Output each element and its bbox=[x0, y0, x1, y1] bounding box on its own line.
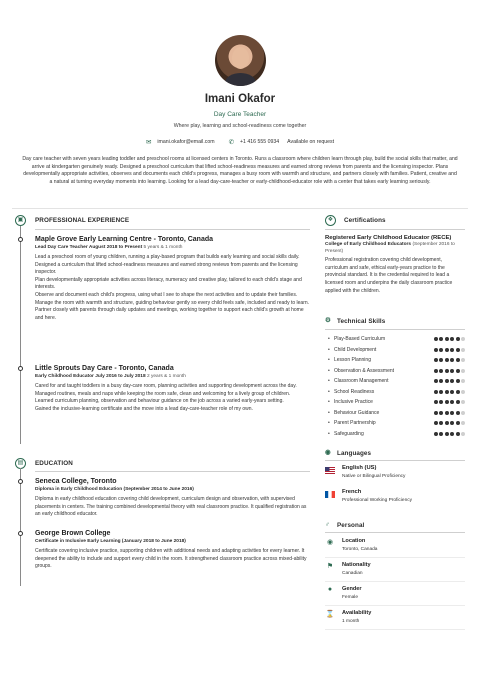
rating-dot bbox=[434, 390, 438, 394]
book-icon: ▤ bbox=[15, 458, 26, 469]
header-divider bbox=[12, 208, 468, 209]
rating-dot bbox=[456, 400, 460, 404]
timeline-dot bbox=[18, 479, 23, 484]
skill-rating bbox=[434, 432, 466, 436]
skill-rating bbox=[434, 421, 466, 425]
personal-label: Gender bbox=[342, 586, 362, 592]
rating-dot bbox=[434, 432, 438, 436]
rating-dot bbox=[461, 358, 465, 362]
personal-heading: Personal bbox=[337, 522, 365, 529]
language-name: English (US) bbox=[342, 465, 377, 471]
personal-label: Location bbox=[342, 538, 366, 544]
rating-dot bbox=[456, 358, 460, 362]
flag-icon: ⚑ bbox=[326, 563, 334, 570]
rating-dot bbox=[445, 432, 449, 436]
rating-dot bbox=[450, 400, 454, 404]
certifications-underline bbox=[325, 229, 465, 230]
us-flag-icon bbox=[325, 467, 335, 474]
job-entry bbox=[35, 364, 310, 413]
job-bullet: Learned curriculum planning, observation and behaviour guidance on the job across a varied early-years setting. bbox=[35, 398, 284, 405]
skill-row bbox=[325, 368, 465, 376]
rating-dot bbox=[461, 369, 465, 373]
cert-org: College of Early Childhood Educators (September 2016 to Present) bbox=[325, 242, 455, 254]
person-icon: ● bbox=[327, 586, 333, 593]
school-name: Seneca College, Toronto bbox=[35, 478, 117, 485]
degree: Certificate in Inclusive Early Learning (January 2018 to June 2018) bbox=[35, 539, 186, 544]
photo-shirt bbox=[225, 73, 256, 86]
rating-dot bbox=[456, 337, 460, 341]
bullet-icon: • bbox=[328, 420, 330, 426]
experience-heading: PROFESSIONAL EXPERIENCE bbox=[35, 217, 130, 224]
job-bullet: Managed routines, meals and naps while keeping the room safe, clean and welcoming for a lively group of children. bbox=[35, 390, 291, 397]
rating-dot bbox=[445, 390, 449, 394]
skill-rating bbox=[434, 358, 466, 362]
bullet-icon: • bbox=[328, 336, 330, 342]
bullet-icon: • bbox=[328, 367, 330, 374]
rating-dot bbox=[439, 358, 443, 362]
personal-label: Nationality bbox=[342, 562, 371, 568]
job-bullet: Cared for and taught toddlers in a busy day-care room, planning activities and supporting development across the day. bbox=[35, 383, 297, 389]
rating-dot bbox=[456, 421, 460, 425]
skill-name: Inclusive Practice bbox=[334, 399, 373, 405]
languages-heading: Languages bbox=[337, 450, 372, 457]
job-duration: 5 years & 1 month bbox=[143, 245, 183, 250]
rating-dot bbox=[450, 421, 454, 425]
language-entry bbox=[325, 489, 465, 507]
personal-value: Toronto, Canada bbox=[342, 547, 378, 552]
rating-dot bbox=[445, 421, 449, 425]
profile-photo bbox=[215, 35, 266, 86]
school-name: George Brown College bbox=[35, 530, 111, 537]
skill-rating bbox=[434, 337, 466, 341]
experience-timeline bbox=[20, 226, 21, 444]
rating-dot bbox=[461, 390, 465, 394]
candidate-name: Imani Okafor bbox=[204, 93, 276, 105]
education-heading: EDUCATION bbox=[35, 460, 73, 467]
gender-icon: ♂ bbox=[325, 521, 330, 528]
language-level: Professional Working Proficiency bbox=[342, 498, 413, 503]
gear-icon: ⚙ bbox=[325, 317, 331, 324]
skill-row bbox=[325, 389, 465, 397]
rating-dot bbox=[450, 358, 454, 362]
personal-separator bbox=[325, 629, 465, 630]
rating-dot bbox=[434, 348, 438, 352]
globe-icon: ◉ bbox=[325, 449, 331, 456]
rating-dot bbox=[439, 400, 443, 404]
rating-dot bbox=[434, 358, 438, 362]
job-bullet: Manage the room with warmth and structure, guiding behaviour gently so every child feels safe, included and ready to learn. bbox=[35, 299, 310, 306]
rating-dot bbox=[434, 337, 438, 341]
skill-name: Safeguarding bbox=[334, 430, 364, 437]
personal-separator bbox=[325, 557, 465, 558]
rating-dot bbox=[456, 432, 460, 436]
rating-dot bbox=[439, 337, 443, 341]
personal-value: 1 month bbox=[342, 619, 360, 624]
skills-heading: Technical Skills bbox=[337, 318, 386, 325]
job-bullet: Lead a preschool room of young children, running a play-based program that builds early learning and social skills daily. bbox=[35, 254, 300, 260]
rating-dot bbox=[450, 348, 454, 352]
rating-dot bbox=[434, 400, 438, 404]
timeline-dot bbox=[18, 366, 23, 371]
skill-rating bbox=[434, 369, 466, 373]
rating-dot bbox=[439, 379, 443, 383]
skill-name: Classroom Management bbox=[334, 378, 389, 384]
skill-rating bbox=[434, 411, 466, 415]
job-duration: 2 years & 1 month bbox=[146, 374, 186, 379]
education-desc: Diploma in early childhood education covering child development, curriculum design and observation, with supervised placements in centers. The training combined developmental theory with real classroom practice. It qualified registration as an early childhood educator. bbox=[35, 496, 307, 518]
personal-value: Canadian bbox=[342, 571, 363, 576]
email-icon: ✉ bbox=[145, 139, 152, 146]
education-desc: Certificate covering inclusive practice, supporting children with additional needs and adapting activities for every learner. It deepened the ability to include and support every child in the room. It strengthened classroom practice across mixed-ability groups. bbox=[35, 548, 307, 570]
rating-dot bbox=[456, 411, 460, 415]
award-icon: ❖ bbox=[325, 215, 336, 226]
job-bullet: Plan developmentally appropriate activities across literacy, numeracy and creative play, tailored to each child's stage and interests. bbox=[35, 276, 302, 291]
personal-value: Female bbox=[342, 595, 358, 600]
skill-rating bbox=[434, 390, 466, 394]
tagline: Where play, learning and school-readiness come together bbox=[173, 123, 307, 129]
skill-rating bbox=[434, 348, 466, 352]
rating-dot bbox=[461, 400, 465, 404]
photo-face bbox=[232, 47, 249, 69]
certifications-heading: Certifications bbox=[344, 217, 386, 224]
rating-dot bbox=[445, 348, 449, 352]
bullet-icon: • bbox=[328, 399, 330, 405]
job-bullet: Designed a curriculum that lifted school-readiness measures and earned strong reviews from parents and the licensing inspector. bbox=[35, 261, 298, 276]
rating-dot bbox=[450, 411, 454, 415]
skill-name: Parent Partnership bbox=[334, 420, 376, 426]
skill-row bbox=[325, 336, 465, 344]
email-text[interactable]: imani.okafor@email.com bbox=[157, 139, 215, 145]
education-entry bbox=[35, 477, 310, 519]
rating-dot bbox=[461, 411, 465, 415]
rating-dot bbox=[450, 390, 454, 394]
rating-dot bbox=[461, 348, 465, 352]
experience-underline bbox=[35, 229, 310, 230]
rating-dot bbox=[439, 390, 443, 394]
skill-row bbox=[325, 378, 465, 386]
rating-dot bbox=[439, 421, 443, 425]
rating-dot bbox=[456, 379, 460, 383]
education-underline bbox=[35, 471, 310, 472]
skill-name: Observation & Assessment bbox=[334, 367, 395, 374]
rating-dot bbox=[445, 358, 449, 362]
skill-row bbox=[325, 410, 465, 418]
bullet-icon: • bbox=[328, 388, 330, 395]
skill-rating bbox=[434, 379, 466, 383]
personal-separator bbox=[325, 581, 465, 582]
rating-dot bbox=[450, 432, 454, 436]
rating-dot bbox=[461, 379, 465, 383]
job-bullet: Partner closely with parents through daily updates and meetings, working together to support each child's growth at home and here. bbox=[35, 307, 304, 321]
skills-underline bbox=[325, 329, 465, 330]
rating-dot bbox=[445, 400, 449, 404]
skill-row bbox=[325, 420, 465, 428]
job-role: Lead Day Care Teacher August 2018 to Present 5 years & 1 month bbox=[35, 245, 183, 250]
skill-name: Lesson Planning bbox=[334, 357, 371, 363]
rating-dot bbox=[461, 421, 465, 425]
language-level: Native or Bilingual Proficiency bbox=[342, 474, 406, 479]
skill-name: Child Development bbox=[334, 346, 377, 353]
rating-dot bbox=[461, 337, 465, 341]
degree: Diploma in Early Childhood Education (September 2014 to June 2016) bbox=[35, 487, 194, 492]
rating-dot bbox=[434, 369, 438, 373]
language-entry bbox=[325, 465, 465, 483]
job-entry bbox=[35, 235, 310, 322]
cert-title: Registered Early Childhood Educator (RECE) bbox=[325, 235, 452, 241]
rating-dot bbox=[439, 369, 443, 373]
address-text: Available on request bbox=[287, 139, 335, 145]
phone-text[interactable]: +1 416 555 0934 bbox=[240, 139, 280, 145]
rating-dot bbox=[445, 369, 449, 373]
cert-desc: Professional registration covering child development, curriculum and safe, ethical early-years practice to the provincial standard. It is the credential required to lead a licensed room and underpins the daily classroom practice applied with the children. bbox=[325, 257, 453, 294]
skill-row bbox=[325, 399, 465, 407]
skill-rating bbox=[434, 400, 466, 404]
job-title: Day Care Teacher bbox=[213, 111, 267, 118]
rating-dot bbox=[445, 337, 449, 341]
bullet-icon: • bbox=[328, 378, 330, 384]
job-bullet: Gained the inclusive-learning certificate and the move into a lead day-care-teacher role of my own. bbox=[35, 405, 253, 412]
education-entry bbox=[35, 529, 310, 571]
personal-label: Availability bbox=[342, 610, 372, 616]
rating-dot bbox=[450, 379, 454, 383]
hourglass-icon: ⌛ bbox=[325, 611, 335, 618]
job-role: Early Childhood Educator July 2016 to July 2018 2 years & 1 month bbox=[35, 374, 186, 379]
certification-entry bbox=[325, 234, 465, 295]
rating-dot bbox=[445, 411, 449, 415]
rating-dot bbox=[450, 369, 454, 373]
skill-name: Behaviour Guidance bbox=[334, 409, 380, 416]
bullet-icon: • bbox=[328, 430, 330, 437]
summary-text: Day care teacher with seven years leading toddler and preschool rooms at licensed centers in Toronto. Runs a classroom where children learn through play, build the social skills that matter, and arrive at kindergarten genuinely ready. Designed a preschool curriculum that lifted school-readiness measures and earned strong reviews from parents and the licensing inspector. Plans developmentally appropriate activities, observes and documents each child's progress, manages a busy room with warmth and structure, and partners closely with families. Patient, creative and a natural at turning everyday moments into learning. Looking for a lead day-care-teacher or early-childhood-educator role with a center that takes early learning seriously. bbox=[22, 156, 458, 185]
bullet-icon: • bbox=[328, 357, 330, 363]
rating-dot bbox=[456, 348, 460, 352]
education-timeline bbox=[20, 468, 21, 586]
personal-underline bbox=[325, 532, 465, 533]
skill-row bbox=[325, 357, 465, 365]
skill-row bbox=[325, 431, 465, 439]
job-company: Little Sprouts Day Care - Toronto, Canada bbox=[35, 365, 174, 372]
rating-dot bbox=[434, 379, 438, 383]
rating-dot bbox=[439, 411, 443, 415]
rating-dot bbox=[461, 432, 465, 436]
skill-row bbox=[325, 347, 465, 355]
language-name: French bbox=[342, 489, 362, 495]
bullet-icon: • bbox=[328, 346, 330, 353]
timeline-dot bbox=[18, 531, 23, 536]
rating-dot bbox=[434, 411, 438, 415]
fr-flag-icon bbox=[325, 491, 335, 498]
contact-bar bbox=[0, 138, 480, 146]
languages-underline bbox=[325, 460, 465, 461]
skill-name: Play-Based Curriculum bbox=[334, 336, 386, 342]
rating-dot bbox=[434, 421, 438, 425]
phone-icon: ✆ bbox=[228, 139, 235, 146]
rating-dot bbox=[456, 390, 460, 394]
map-pin-icon: ◉ bbox=[326, 539, 334, 546]
rating-dot bbox=[439, 348, 443, 352]
bullet-icon: • bbox=[328, 409, 330, 416]
rating-dot bbox=[439, 432, 443, 436]
rating-dot bbox=[456, 369, 460, 373]
briefcase-icon: ▣ bbox=[15, 215, 26, 226]
job-company: Maple Grove Early Learning Centre - Toronto, Canada bbox=[35, 236, 214, 243]
personal-separator bbox=[325, 605, 465, 606]
rating-dot bbox=[450, 337, 454, 341]
timeline-dot bbox=[18, 237, 23, 242]
skill-name: School Readiness bbox=[334, 388, 375, 395]
rating-dot bbox=[445, 379, 449, 383]
job-bullet: Observe and document each child's progress, using what I see to shape the next activities and to update their families. bbox=[35, 291, 298, 298]
